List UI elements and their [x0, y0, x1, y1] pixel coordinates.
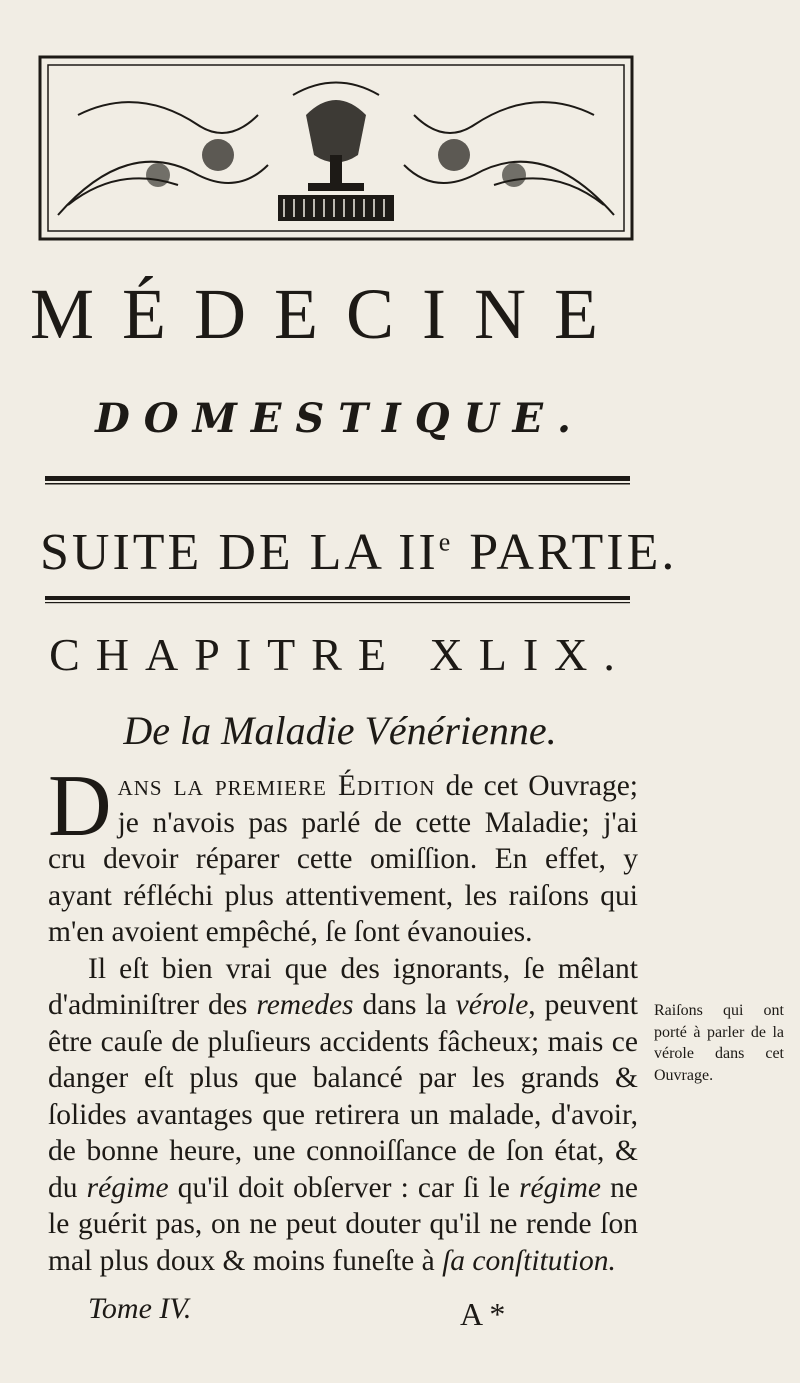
drop-cap: D	[48, 758, 112, 855]
book-subtitle: DOMESTIQUE.	[95, 395, 585, 442]
chapter-title: De la Maladie Vénérienne.	[123, 708, 557, 753]
signature-mark: A *	[460, 1296, 506, 1332]
margin-note: Raiſons qui ont porté à parler de la vérole dans cet Ouvrage.	[654, 1002, 784, 1084]
ornament-vignette	[38, 55, 634, 241]
decorative-rule	[45, 476, 630, 486]
book-title: MÉDECINE	[30, 274, 626, 354]
decorative-rule	[45, 596, 630, 604]
paragraph: Il eſt bien vrai que des ignorants, ſe mêlant d'adminiſtrer des remedes dans la vérole, peuvent être cauſe de pluſieurs accidents fâcheux; mais ce danger eſt plus que balancé par les grands & ſolides avantages que retirera un malade, d'avoir, de bonne heure, une connoiſſance de ſon état, & du régime qu'il doit obſerver : car ſi le régime ne le guérit pas, on ne peut douter qu'il ne rende ſon mal plus doux & moins funeſte à ſa conſtitution.	[48, 952, 638, 1277]
paragraph: Dans la premiere Édition de cet Ouvrage; je n'avois pas parlé de cette Maladie; j'ai cru devoir réparer cette omiſſion. En effet, y ayant réfléchi plus attentivement, les raiſons qui m'en avoient empêché, ſe ſont évanouies.	[48, 758, 638, 948]
body-text	[48, 758, 638, 1279]
part-heading: SUITE DE LA IIe PARTIE.	[40, 524, 678, 581]
chapter-number: CHAPITRE XLIX.	[49, 629, 631, 680]
tome-label: Tome IV.	[88, 1292, 192, 1325]
